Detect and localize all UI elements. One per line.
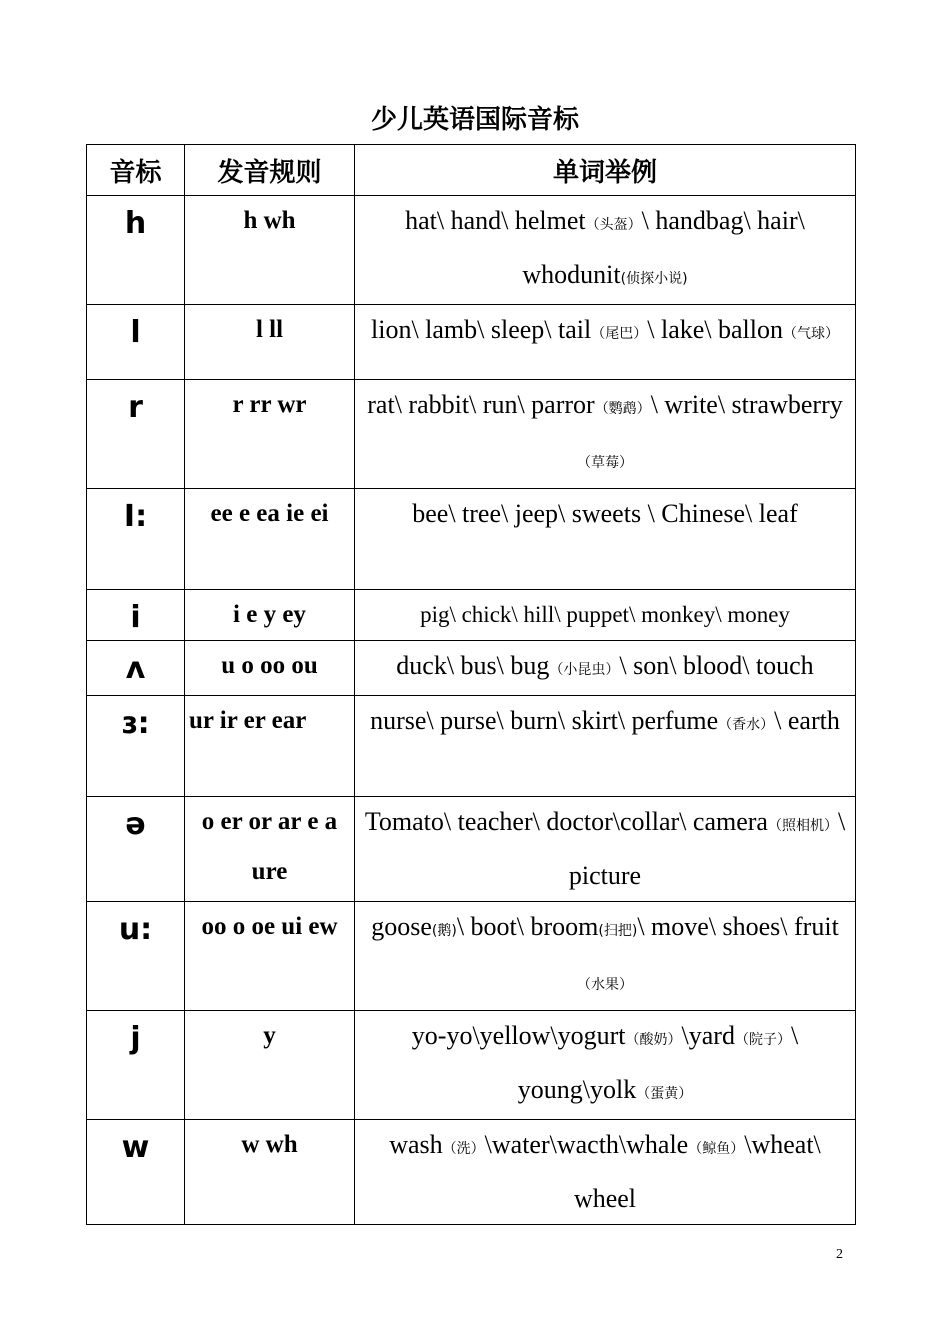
chinese-gloss: （香水）: [718, 717, 775, 733]
table-row: [87, 696, 856, 797]
table-row: [87, 590, 856, 641]
symbol-cell: i: [87, 590, 185, 641]
symbol-cell: w: [87, 1120, 185, 1225]
example-cell: goose(鹅)\ boot\ broom(扫把)\ move\ shoes\ fruit（水果）: [355, 902, 856, 1011]
symbol-cell: j: [87, 1011, 185, 1120]
header-example: 单词举例: [355, 145, 856, 196]
chinese-gloss: (鹅): [431, 923, 457, 939]
rule-cell: ee e ea ie ei: [185, 489, 355, 590]
chinese-gloss: (侦探小说): [620, 271, 688, 287]
example-cell: yo-yo\yellow\yogurt（酸奶）\yard（院子）\ young\yolk（蛋黄）: [355, 1011, 856, 1120]
rule-cell: l ll: [185, 305, 355, 380]
rule-cell: r rr wr: [185, 380, 355, 489]
symbol-cell: I:: [87, 489, 185, 590]
example-cell: rat\ rabbit\ run\ parror（鹦鹉）\ write\ strawberry（草莓）: [355, 380, 856, 489]
page-title: 少儿英语国际音标: [370, 105, 579, 135]
rule-cell: i e y ey: [185, 590, 355, 641]
chinese-gloss: （水果）: [577, 977, 633, 993]
table-header-row: [87, 145, 856, 196]
chinese-gloss: （草莓）: [577, 455, 633, 471]
table-row: [87, 1120, 856, 1225]
example-cell: lion\ lamb\ sleep\ tail（尾巴）\ lake\ ballon（气球）: [355, 305, 856, 380]
chinese-gloss: （照相机）: [767, 818, 838, 834]
symbol-cell: h: [87, 196, 185, 305]
table-row: [87, 797, 856, 902]
example-cell: Tomato\ teacher\ doctor\collar\ camera（照相机）\ picture: [355, 797, 856, 902]
page-number: 2: [836, 1247, 843, 1262]
table-row: [87, 641, 856, 696]
symbol-cell: ʌ: [87, 641, 185, 696]
table-row: [87, 196, 856, 305]
chinese-gloss: （酸奶）: [625, 1032, 682, 1048]
rule-cell: y: [185, 1011, 355, 1120]
symbol-cell: l: [87, 305, 185, 380]
example-cell: pig\ chick\ hill\ puppet\ monkey\ money: [355, 590, 856, 641]
example-cell: bee\ tree\ jeep\ sweets \ Chinese\ leaf: [355, 489, 856, 590]
example-cell: nurse\ purse\ burn\ skirt\ perfume（香水）\ earth: [355, 696, 856, 797]
chinese-gloss: （尾巴）: [591, 326, 648, 342]
chinese-gloss: （小昆虫）: [549, 662, 620, 678]
symbol-cell: ɜ:: [87, 696, 185, 797]
chinese-gloss: （鲸鱼）: [688, 1141, 745, 1157]
table-row: [87, 902, 856, 1011]
chinese-gloss: （蛋黄）: [636, 1086, 693, 1102]
rule-cell: o er or ar e a ure: [185, 797, 355, 902]
table-row: [87, 305, 856, 380]
chinese-gloss: （气球）: [783, 326, 839, 342]
rule-cell: u o oo ou: [185, 641, 355, 696]
rule-cell: w wh: [185, 1120, 355, 1225]
symbol-cell: ə: [87, 797, 185, 902]
table-row: [87, 489, 856, 590]
phonetic-table: [86, 144, 856, 1225]
chinese-gloss: （头盔）: [585, 217, 642, 233]
symbol-cell: u:: [87, 902, 185, 1011]
table-row: [87, 1011, 856, 1120]
symbol-cell: r: [87, 380, 185, 489]
header-rule: 发音规则: [185, 145, 355, 196]
example-cell: wash（洗）\water\wacth\whale（鲸鱼）\wheat\ wheel: [355, 1120, 856, 1225]
rule-cell: h wh: [185, 196, 355, 305]
header-symbol: 音标: [87, 145, 185, 196]
chinese-gloss: （院子）: [734, 1032, 791, 1048]
chinese-gloss: (扫把): [598, 923, 638, 939]
example-cell: duck\ bus\ bug（小昆虫）\ son\ blood\ touch: [355, 641, 856, 696]
example-cell: hat\ hand\ helmet（头盔）\ handbag\ hair\ whodunit(侦探小说): [355, 196, 856, 305]
table-row: [87, 380, 856, 489]
chinese-gloss: （鹦鹉）: [594, 401, 651, 417]
rule-cell: ur ir er ear: [185, 696, 355, 797]
chinese-gloss: （洗）: [442, 1141, 485, 1157]
rule-cell: oo o oe ui ew: [185, 902, 355, 1011]
